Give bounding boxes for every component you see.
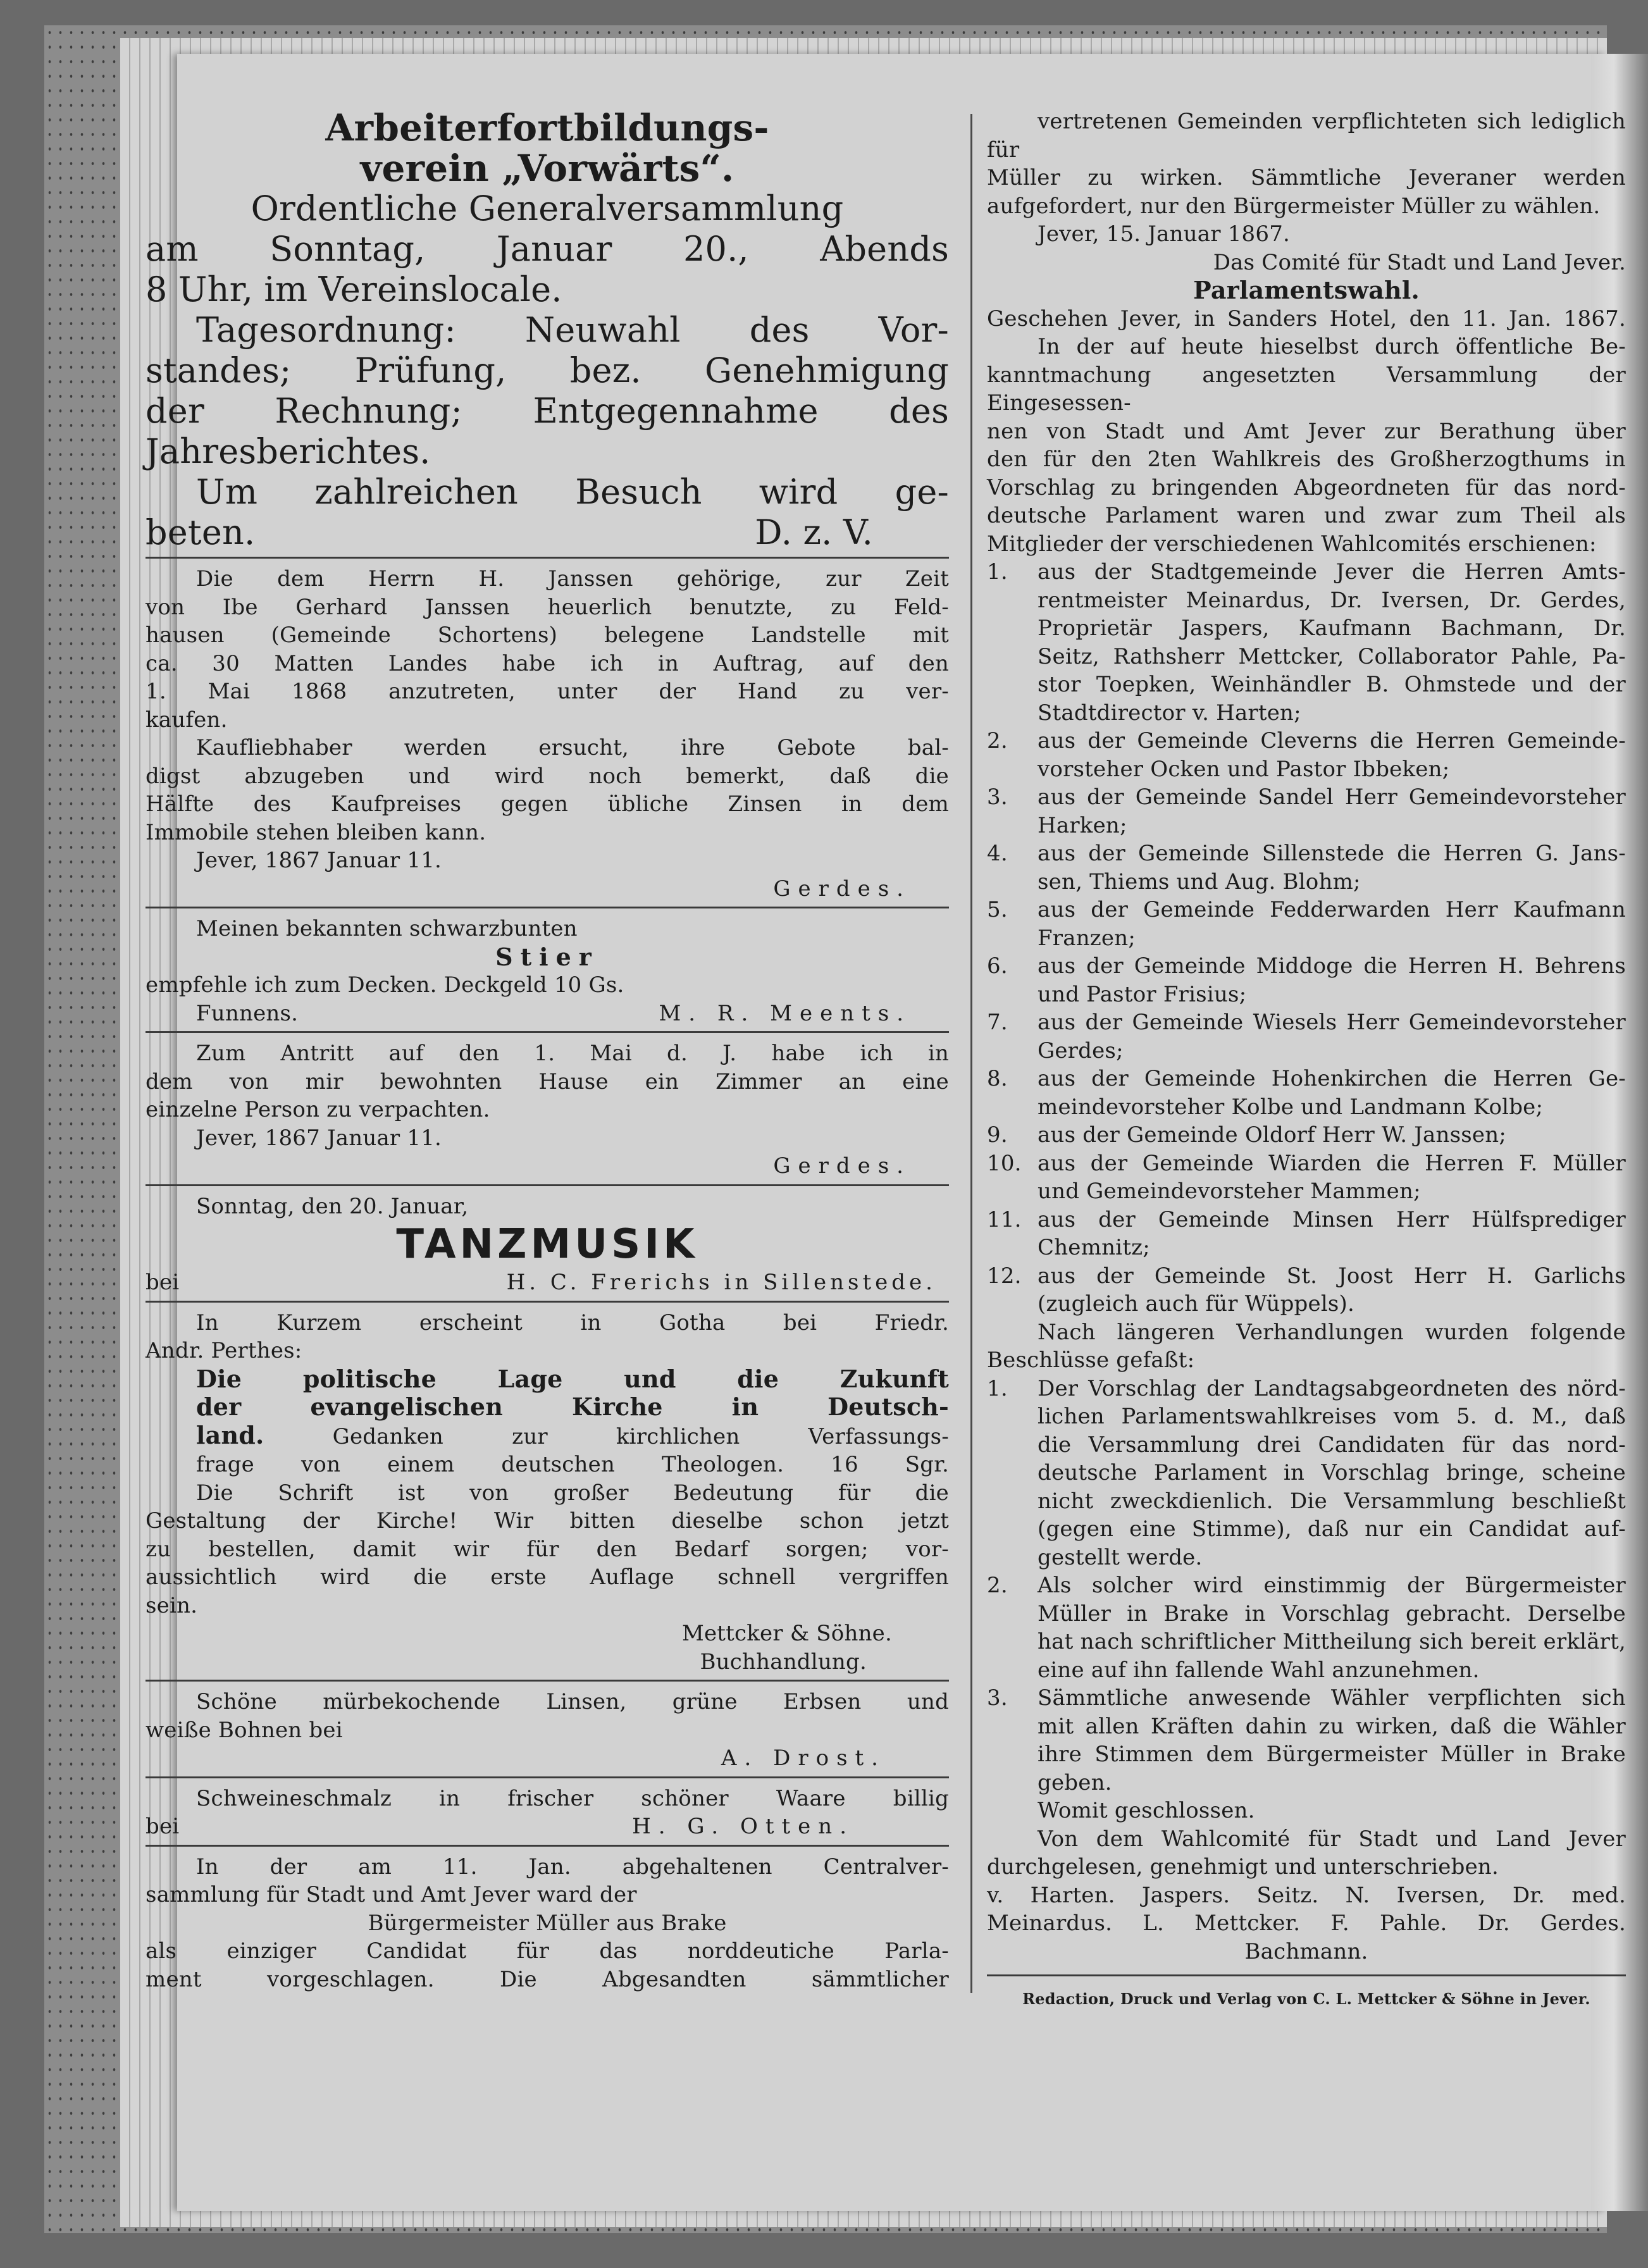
ad-text: Schöne mürbekochende Linsen, grüne Erbsen und [196, 1689, 949, 1714]
article-text: aufgefordert, nur den Bürgermeister Müller zu wählen. [987, 193, 1601, 219]
ad-text: Kaufliebhaber werden ersucht, ihre Gebote bal- [196, 735, 949, 760]
ad-text: 1. Mai 1868 anzutreten, unter der Hand zu ver- [146, 679, 949, 704]
item-number: 6. [987, 953, 1008, 979]
item-number: 4. [987, 841, 1008, 866]
ad-signature: H. G. Otten. [632, 1814, 854, 1839]
ad-place: Funnens. [196, 1000, 299, 1026]
item-line: (gegen eine Stimme), daß nur ein Candidat auf- [1038, 1516, 1626, 1542]
book-subtitle: Gedanken zur kirchlichen Verfassungs- [332, 1423, 949, 1449]
item-line: Müller in Brake in Vorschlag gebracht. Derselbe [1038, 1601, 1626, 1627]
article-signature: Das Comité für Stadt und Land Jever. [1213, 249, 1626, 275]
ad-text: digst abzugeben und wird noch bemerkt, daß die [146, 763, 949, 789]
ad-signature: Gerdes. [773, 1153, 911, 1179]
item-text [1038, 727, 1626, 783]
separator [146, 907, 949, 908]
article-text: Geschehen Jever, in Sanders Hotel, den 11. Jan. 1867. [987, 306, 1626, 332]
item-number: 1. [987, 1375, 1008, 1401]
item-line: aus der Gemeinde Fedderwarden Herr Kaufmann [1038, 897, 1626, 922]
member-item [987, 558, 1626, 727]
ad-perthes [146, 1309, 949, 1676]
member-item [987, 840, 1626, 896]
item-line: nicht zweckdienlich. Die Versammlung beschließt [1038, 1488, 1626, 1514]
item-line: aus der Gemeinde Wiarden die Herren F. Müller [1038, 1150, 1626, 1176]
ad-text: der Rechnung; Entgegennahme des [146, 391, 949, 431]
item-line: stor Toepken, Weinhändler B. Ohmstede und der [1038, 672, 1626, 697]
item-line: Harken; [1038, 812, 1127, 838]
member-item [987, 952, 1626, 1008]
ad-signature: D. z. V. [755, 512, 873, 552]
ad-text: aussichtlich wird die erste Auflage schnell vergriffen [146, 1565, 949, 1590]
signatures: v. Harten. Jaspers. Seitz. N. Iversen, Dr. med. [987, 1882, 1626, 1908]
item-line: lichen Parlamentswahlkreises vom 5. d. M., daß [1038, 1404, 1626, 1429]
ad-text: sammlung für Stadt und Amt Jever ward der [146, 1882, 637, 1907]
item-line: deutsche Parlament in Vorschlag bringe, scheine [1038, 1460, 1626, 1485]
ad-text: Die Schrift ist von großer Bedeutung für die [196, 1480, 949, 1506]
item-line: mit allen Kräften dahin zu wirken, daß die Wähler [1038, 1713, 1626, 1739]
ad-text: 8 Uhr, im Vereinslocale. [146, 270, 562, 309]
item-number: 9. [987, 1122, 1008, 1148]
member-item [987, 1206, 1626, 1262]
ad-text-part: bei [146, 1270, 180, 1295]
ad-text: Hälfte des Kaufpreises gegen übliche Zinsen in dem [146, 791, 949, 817]
separator [146, 1301, 949, 1303]
ad-text: als einziger Candidat für das norddeutiche Parla- [146, 1938, 949, 1964]
decision-item [987, 1375, 1626, 1572]
ad-text: Immobile stehen bleiben kann. [146, 819, 486, 845]
item-line: Sämmtliche anwesende Wähler verpflichten sich [1038, 1685, 1626, 1711]
item-text [1038, 896, 1626, 952]
ad-text: dem von mir bewohnten Hause ein Zimmer an eine [146, 1069, 949, 1094]
item-number: 12. [987, 1263, 1022, 1289]
item-line: Als solcher wird einstimmig der Bürgermeister [1038, 1573, 1626, 1598]
item-line: aus der Gemeinde Sandel Herr Gemeindevorsteher [1038, 784, 1626, 810]
article-date: Jever, 15. Januar 1867. [1038, 221, 1291, 247]
column-divider [970, 114, 972, 1993]
item-line: aus der Gemeinde Cleverns die Herren Gemeinde- [1038, 728, 1626, 753]
ad-date: Jever, 1867 Januar 11. [196, 848, 442, 873]
item-number: 2. [987, 1573, 1008, 1598]
article-text: nen von Stadt und Amt Jever zur Berathung über [987, 418, 1626, 444]
ad-text-part: beten. [146, 512, 256, 552]
signatures: Meinardus. L. Mettcker. F. Pahle. Dr. Gerdes. [987, 1911, 1626, 1936]
ad-text: am Sonntag, Januar 20., Abends [146, 229, 949, 269]
ad-text: Jahresberichtes. [146, 431, 431, 471]
ad-text: Die dem Herrn H. Janssen gehörige, zur Zeit [196, 566, 949, 592]
item-line: und Pastor Frisius; [1038, 981, 1247, 1007]
separator [146, 557, 949, 559]
item-line: Franzen; [1038, 925, 1136, 951]
ad-signature: M. R. Meents. [659, 1000, 911, 1026]
book-subtitle: frage von einem deutschen Theologen. 16 Sgr. [196, 1452, 949, 1477]
item-number: 3. [987, 1685, 1008, 1711]
item-number: 3. [987, 784, 1008, 810]
article-text: kanntmachung angesetzten Versammlung der Eingesessen- [987, 362, 1626, 416]
separator [987, 1974, 1626, 1976]
item-line: meindevorsteher Kolbe und Landmann Kolbe; [1038, 1094, 1544, 1120]
decisions-list [987, 1375, 1626, 1797]
ad-text: In der am 11. Jan. abgehaltenen Centralver- [196, 1854, 949, 1880]
item-line: aus der Gemeinde Middoge die Herren H. Behrens [1038, 953, 1626, 979]
article-parlamentswahl [987, 276, 1626, 1966]
item-number: 1. [987, 559, 1008, 585]
ad-text: Meinen bekannten schwarzbunten [196, 916, 578, 941]
article-text: vertretenen Gemeinden verpflichteten sich lediglich für [987, 109, 1626, 163]
ad-text: Zum Antritt auf den 1. Mai d. J. habe ich in [196, 1041, 949, 1066]
ad-footer [146, 1000, 949, 1028]
ad-arbeiterverein [146, 108, 949, 553]
signatures: Bachmann. [1244, 1938, 1368, 1964]
ad-signature: Mettcker & Söhne. [681, 1621, 892, 1646]
article-heading: Parlamentswahl. [1193, 276, 1420, 304]
ad-title: Arbeiterfortbildungs- [325, 106, 769, 149]
item-line: Chemnitz; [1038, 1235, 1150, 1260]
ad-text: Gestaltung der Kirche! Wir bitten dieselbe schon jetzt [146, 1508, 949, 1534]
article-text: In der auf heute hieselbst durch öffentliche Be- [1038, 334, 1626, 359]
item-text [1038, 1375, 1626, 1572]
item-line: rentmeister Meinardus, Dr. Iversen, Dr. Gerdes, [1038, 587, 1626, 613]
ad-text: ca. 30 Matten Landes habe ich in Auftrag, auf den [146, 650, 949, 676]
item-number: 7. [987, 1010, 1008, 1035]
item-line: Seitz, Rathsherr Mettcker, Collaborator Pahle, Pa- [1038, 643, 1626, 669]
member-item [987, 896, 1626, 952]
item-text [1038, 1206, 1626, 1262]
separator [146, 1845, 949, 1847]
member-item [987, 1149, 1626, 1206]
ad-text: Tagesordnung: Neuwahl des Vor- [196, 310, 949, 350]
ad-text: hausen (Gemeinde Schortens) belegene Landstelle mit [146, 623, 949, 648]
ad-text: einzelne Person zu verpachten. [146, 1097, 490, 1122]
ad-signature: Buchhandlung. [700, 1649, 867, 1675]
ad-text: sein. [146, 1592, 198, 1618]
article-text: Mitglieder der verschiedenen Wahlcomités erschienen: [987, 531, 1597, 557]
member-item [987, 727, 1626, 783]
article-text: Vorschlag zu bringenden Abgeordneten für das nord- [987, 474, 1626, 500]
item-line: aus der Gemeinde Hohenkirchen die Herren Ge- [1038, 1066, 1626, 1091]
book-title-part: land. [196, 1420, 264, 1449]
item-line: die Versammlung drei Candidaten für das nord- [1038, 1432, 1626, 1458]
ad-text: ment vorgeschlagen. Die Abgesandten sämmtlicher [146, 1966, 949, 1992]
ad-text: Andr. Perthes: [146, 1338, 302, 1363]
item-number: 11. [987, 1206, 1022, 1232]
item-line: sen, Thiems und Aug. Blohm; [1038, 869, 1361, 895]
item-line: gestellt werde. [1038, 1544, 1203, 1570]
ad-text: empfehle ich zum Decken. Deckgeld 10 Gs. [146, 972, 624, 998]
ad-heading: TANZMUSIK [396, 1221, 698, 1268]
item-number: 8. [987, 1066, 1008, 1091]
item-line: aus der Gemeinde Minsen Herr Hülfsprediger [1038, 1206, 1626, 1232]
item-text [1038, 1571, 1626, 1684]
ad-text [146, 512, 949, 553]
left-column [146, 108, 949, 1993]
ad-schmalz [146, 1785, 949, 1841]
ad-text: zu bestellen, damit wir für den Bedarf sorgen; vor- [146, 1536, 949, 1562]
article-text: Beschlüsse gefaßt: [987, 1348, 1195, 1373]
decision-item [987, 1571, 1626, 1684]
separator [146, 1680, 949, 1682]
article-text: Müller zu wirken. Sämmtliche Jeveraner werden [987, 165, 1626, 190]
ad-signature: A. Drost. [721, 1745, 886, 1771]
article-text: Womit geschlossen. [1038, 1798, 1255, 1823]
item-text [1038, 1065, 1626, 1121]
item-line: Proprietär Jaspers, Kaufmann Bachmann, Dr. [1038, 616, 1626, 641]
item-text [1038, 1121, 1626, 1149]
ad-text: Sonntag, den 20. Januar, [196, 1193, 469, 1219]
item-text [1038, 1262, 1626, 1318]
ad-text: kaufen. [146, 707, 228, 733]
ad-centralversammlung [146, 1853, 949, 1994]
member-item [987, 1065, 1626, 1121]
item-number: 5. [987, 897, 1008, 922]
decision-item [987, 1684, 1626, 1797]
book-title: der evangelischen Kirche in Deutsch- [196, 1392, 949, 1421]
item-text [1038, 558, 1626, 727]
article-continuation [987, 108, 1626, 276]
article-text: Von dem Wahlcomité für Stadt und Land Jever [1038, 1826, 1626, 1852]
book-title [196, 1422, 949, 1451]
item-line: vorsteher Ocken und Pastor Ibbeken; [1038, 756, 1450, 782]
ad-text: standes; Prüfung, bez. Genehmigung [146, 350, 949, 390]
item-line: und Gemeindevorsteher Mammen; [1038, 1179, 1421, 1204]
ad-text: Ordentliche Generalversammlung [251, 189, 844, 228]
item-line: ihre Stimmen dem Bürgermeister Müller in Brake [1038, 1742, 1626, 1767]
ad-text: In Kurzem erscheint in Gotha bei Friedr. [196, 1310, 949, 1335]
item-line: geben. [1038, 1769, 1112, 1795]
item-line: aus der Gemeinde Wiesels Herr Gemeindevorsteher [1038, 1010, 1626, 1035]
imprint: Redaction, Druck und Verlag von C. L. Mettcker & Söhne in Jever. [1022, 1990, 1590, 2008]
member-item [987, 783, 1626, 840]
item-line: Der Vorschlag der Landtagsabgeordneten des nörd- [1038, 1375, 1626, 1401]
article-text: durchgelesen, genehmigt und unterschrieben. [987, 1854, 1499, 1880]
ad-tanzmusik [146, 1193, 949, 1297]
item-line: eine auf ihn fallende Wahl anzunehmen. [1038, 1657, 1480, 1683]
item-text [1038, 1149, 1626, 1206]
item-number: 2. [987, 728, 1008, 753]
article-text: Nach längeren Verhandlungen wurden folgende [1038, 1319, 1626, 1345]
member-item [987, 1008, 1626, 1065]
separator [146, 1184, 949, 1186]
item-line: hat nach schriftlicher Mittheilung sich bereit erklärt, [1038, 1629, 1626, 1654]
item-line: Stadtdirector v. Harten; [1038, 700, 1301, 726]
item-number: 10. [987, 1150, 1022, 1176]
ad-landstelle [146, 565, 949, 903]
ad-linsen [146, 1688, 949, 1773]
ad-text: Schweineschmalz in frischer schöner Waare billig [196, 1785, 949, 1811]
book-title-block [146, 1365, 949, 1479]
ad-date: Jever, 1867 Januar 11. [196, 1125, 442, 1151]
ad-text: Um zahlreichen Besuch wird ge- [196, 472, 949, 512]
member-item [987, 1121, 1626, 1149]
ad-text: von Ibe Gerhard Janssen heuerlich benutzte, zu Feld- [146, 594, 949, 620]
ad-zimmer [146, 1039, 949, 1180]
ad-signature: H. C. Frerichs in Sillenstede. [506, 1270, 936, 1295]
separator [146, 1031, 949, 1033]
ad-text: Bürgermeister Müller aus Brake [368, 1910, 727, 1936]
article-text: deutsche Parlament waren und zwar zum Theil als [987, 503, 1626, 528]
item-text [1038, 840, 1626, 896]
ad-text [146, 1813, 949, 1841]
ad-signature: Gerdes. [773, 876, 911, 902]
book-title: Die politische Lage und die Zukunft [196, 1364, 949, 1393]
ad-text-part: bei [146, 1814, 180, 1839]
right-column [987, 108, 1626, 2014]
members-list [987, 558, 1626, 1318]
member-item [987, 1262, 1626, 1318]
ad-text [146, 1268, 949, 1297]
item-line: aus der Stadtgemeinde Jever die Herren Amts- [1038, 559, 1626, 585]
separator [146, 1776, 949, 1778]
ad-stier [146, 915, 949, 1027]
item-text [1038, 952, 1626, 1008]
ad-heading: Stier [495, 942, 599, 971]
item-line: aus der Gemeinde Oldorf Herr W. Janssen; [1038, 1122, 1506, 1148]
item-text [1038, 1684, 1626, 1797]
item-text [1038, 1008, 1626, 1065]
item-text [1038, 783, 1626, 840]
item-line: Gerdes; [1038, 1038, 1124, 1063]
ad-title: verein „Vorwärts“. [360, 147, 734, 190]
ad-text: weiße Bohnen bei [146, 1717, 343, 1743]
item-line: aus der Gemeinde St. Joost Herr H. Garlichs [1038, 1263, 1626, 1289]
item-line: (zugleich auch für Wüppels). [1038, 1291, 1355, 1317]
article-text: den für den 2ten Wahlkreis des Großherzogthums in [987, 447, 1626, 472]
item-line: aus der Gemeinde Sillenstede die Herren G. Jans- [1038, 841, 1626, 866]
